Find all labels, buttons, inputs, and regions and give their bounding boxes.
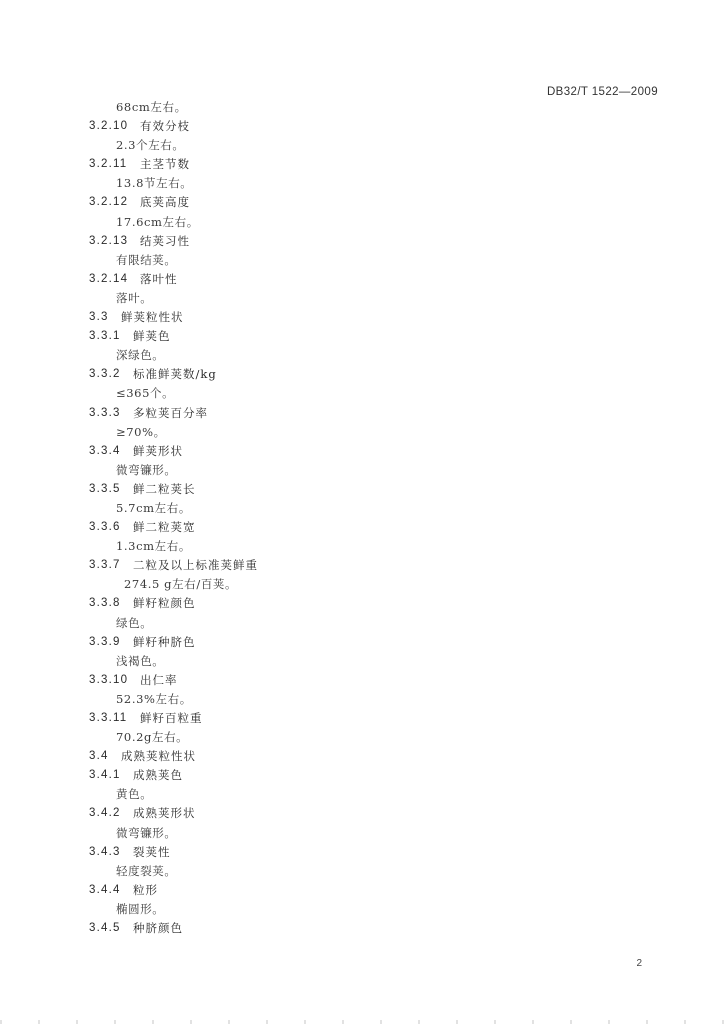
clause-value-text: 轻度裂荚。 xyxy=(116,863,177,878)
clause-value-text: 68cm左右。 xyxy=(116,100,187,114)
clause-value xyxy=(0,728,724,747)
clause-number: 3.4.1 xyxy=(89,769,121,782)
clause-heading xyxy=(0,327,724,346)
clause-value-text: 深绿色。 xyxy=(116,348,165,363)
clause-title: 裂荚性 xyxy=(133,844,171,859)
clause-value-text: 微弯镰形。 xyxy=(116,462,177,477)
clause-heading xyxy=(0,881,724,900)
clause-number: 3.2.10 xyxy=(89,120,129,133)
clause-number: 3.3.6 xyxy=(89,521,121,534)
clause-value xyxy=(0,537,724,556)
clause-number: 3.2.14 xyxy=(89,272,129,285)
clause-value xyxy=(0,346,724,365)
clause-heading xyxy=(0,232,724,251)
clause-number: 3.2.11 xyxy=(89,158,128,171)
clause-heading xyxy=(0,480,724,499)
clause-title: 鲜二粒荚宽 xyxy=(133,520,196,535)
clause-number: 3.3.5 xyxy=(89,482,121,495)
clause-number: 3.3.8 xyxy=(89,597,121,610)
clause-number: 3.3.7 xyxy=(89,559,121,572)
clause-heading xyxy=(0,766,724,785)
clause-number: 3.2.13 xyxy=(89,234,129,247)
clause-number: 3.2.12 xyxy=(89,196,129,209)
clause-title: 粒形 xyxy=(133,882,158,897)
clause-value-text: 70.2g左右。 xyxy=(116,730,189,745)
clause-number: 3.3.4 xyxy=(89,444,121,457)
clause-heading xyxy=(0,919,724,938)
clause-heading xyxy=(0,365,724,384)
section-heading xyxy=(0,308,724,327)
clause-title: 落叶性 xyxy=(140,271,178,286)
clause-value-text: 13.8节左右。 xyxy=(116,176,193,191)
clause-title: 鲜籽粒颜色 xyxy=(133,596,196,611)
clause-title: 鲜荚粒性状 xyxy=(121,310,184,325)
clause-value xyxy=(0,251,724,270)
clause-title: 成熟荚色 xyxy=(133,768,183,783)
clause-value-text: ≤365个。 xyxy=(116,386,175,401)
clause-number: 3.4.2 xyxy=(89,807,121,820)
clause-heading xyxy=(0,804,724,823)
clause-title: 主茎节数 xyxy=(140,157,190,172)
clause-title: 鲜荚形状 xyxy=(133,443,183,458)
clause-title: 鲜荚色 xyxy=(133,329,171,344)
clause-value xyxy=(0,652,724,671)
clause-value xyxy=(0,614,724,633)
clause-value xyxy=(0,384,724,403)
clause-value-text: 1.3cm左右。 xyxy=(116,539,191,554)
clause-number: 3.3.2 xyxy=(89,368,121,381)
clause-number: 3.4 xyxy=(89,750,109,763)
clause-heading xyxy=(0,633,724,652)
clause-heading xyxy=(0,193,724,212)
clause-title: 二粒及以上标准荚鲜重 xyxy=(133,558,258,573)
clause-value-text: 黄色。 xyxy=(116,787,153,802)
clause-value-text: 274.5 g左右/百荚。 xyxy=(124,577,238,592)
clause-value xyxy=(0,98,724,117)
clause-title: 鲜籽种脐色 xyxy=(133,634,196,649)
clause-value-text: 17.6cm左右。 xyxy=(116,214,199,229)
clause-title: 出仁率 xyxy=(140,672,178,687)
clause-number: 3.4.4 xyxy=(89,883,121,896)
document-body xyxy=(0,98,724,938)
clause-heading xyxy=(0,594,724,613)
clause-title: 成熟荚形状 xyxy=(133,806,196,821)
clause-value xyxy=(0,289,724,308)
clause-title: 鲜二粒荚长 xyxy=(133,481,196,496)
clause-value-text: 落叶。 xyxy=(116,290,153,305)
clause-heading xyxy=(0,843,724,862)
section-heading xyxy=(0,747,724,766)
page-number: 2 xyxy=(636,958,642,969)
scan-edge-top xyxy=(0,0,724,3)
clause-value-text: 2.3个左右。 xyxy=(116,138,185,153)
clause-value xyxy=(0,461,724,480)
clause-value xyxy=(0,690,724,709)
clause-value-text: 椭圆形。 xyxy=(116,901,165,916)
clause-value xyxy=(0,136,724,155)
clause-title: 鲜籽百粒重 xyxy=(140,711,203,725)
clause-title: 标准鲜荚数/kg xyxy=(133,367,217,382)
clause-title: 多粒荚百分率 xyxy=(133,405,208,420)
clause-title: 底荚高度 xyxy=(140,195,190,210)
clause-number: 3.3.10 xyxy=(89,673,129,686)
clause-value xyxy=(0,213,724,232)
clause-heading xyxy=(0,117,724,136)
clause-number: 3.3.1 xyxy=(89,330,121,343)
clause-heading xyxy=(0,671,724,690)
clause-number: 3.3.9 xyxy=(89,635,121,648)
clause-number: 3.3.11 xyxy=(89,712,128,724)
clause-heading xyxy=(0,155,724,174)
clause-title: 结荚习性 xyxy=(140,233,190,248)
clause-heading xyxy=(0,404,724,423)
clause-value xyxy=(0,423,724,442)
clause-number: 3.4.5 xyxy=(89,922,121,935)
clause-value-text: 浅褐色。 xyxy=(116,653,165,668)
clause-value xyxy=(0,174,724,193)
clause-value xyxy=(0,824,724,843)
clause-value-text: 52.3%左右。 xyxy=(116,691,192,706)
clause-value xyxy=(0,862,724,881)
clause-heading xyxy=(0,518,724,537)
standard-code: DB32/T 1522—2009 xyxy=(546,86,658,98)
clause-value xyxy=(0,785,724,804)
clause-heading xyxy=(0,709,724,728)
clause-title: 有效分枝 xyxy=(140,119,190,134)
clause-number: 3.3.3 xyxy=(89,406,121,419)
clause-number: 3.3 xyxy=(89,311,109,324)
clause-value xyxy=(0,900,724,919)
clause-value xyxy=(0,499,724,518)
clause-value-text: 绿色。 xyxy=(116,615,153,630)
clause-heading xyxy=(0,270,724,289)
clause-heading xyxy=(0,556,724,575)
clause-value-text: ≥70%。 xyxy=(116,424,166,439)
clause-value-text: 微弯镰形。 xyxy=(116,825,177,840)
clause-value xyxy=(0,575,724,594)
clause-title: 成熟荚粒性状 xyxy=(121,749,196,764)
clause-number: 3.4.3 xyxy=(89,845,121,858)
scan-edge-bottom xyxy=(0,1020,724,1024)
clause-value-text: 有限结荚。 xyxy=(116,252,177,267)
clause-title: 种脐颜色 xyxy=(133,921,183,936)
clause-heading xyxy=(0,442,724,461)
clause-value-text: 5.7cm左右。 xyxy=(116,500,191,515)
